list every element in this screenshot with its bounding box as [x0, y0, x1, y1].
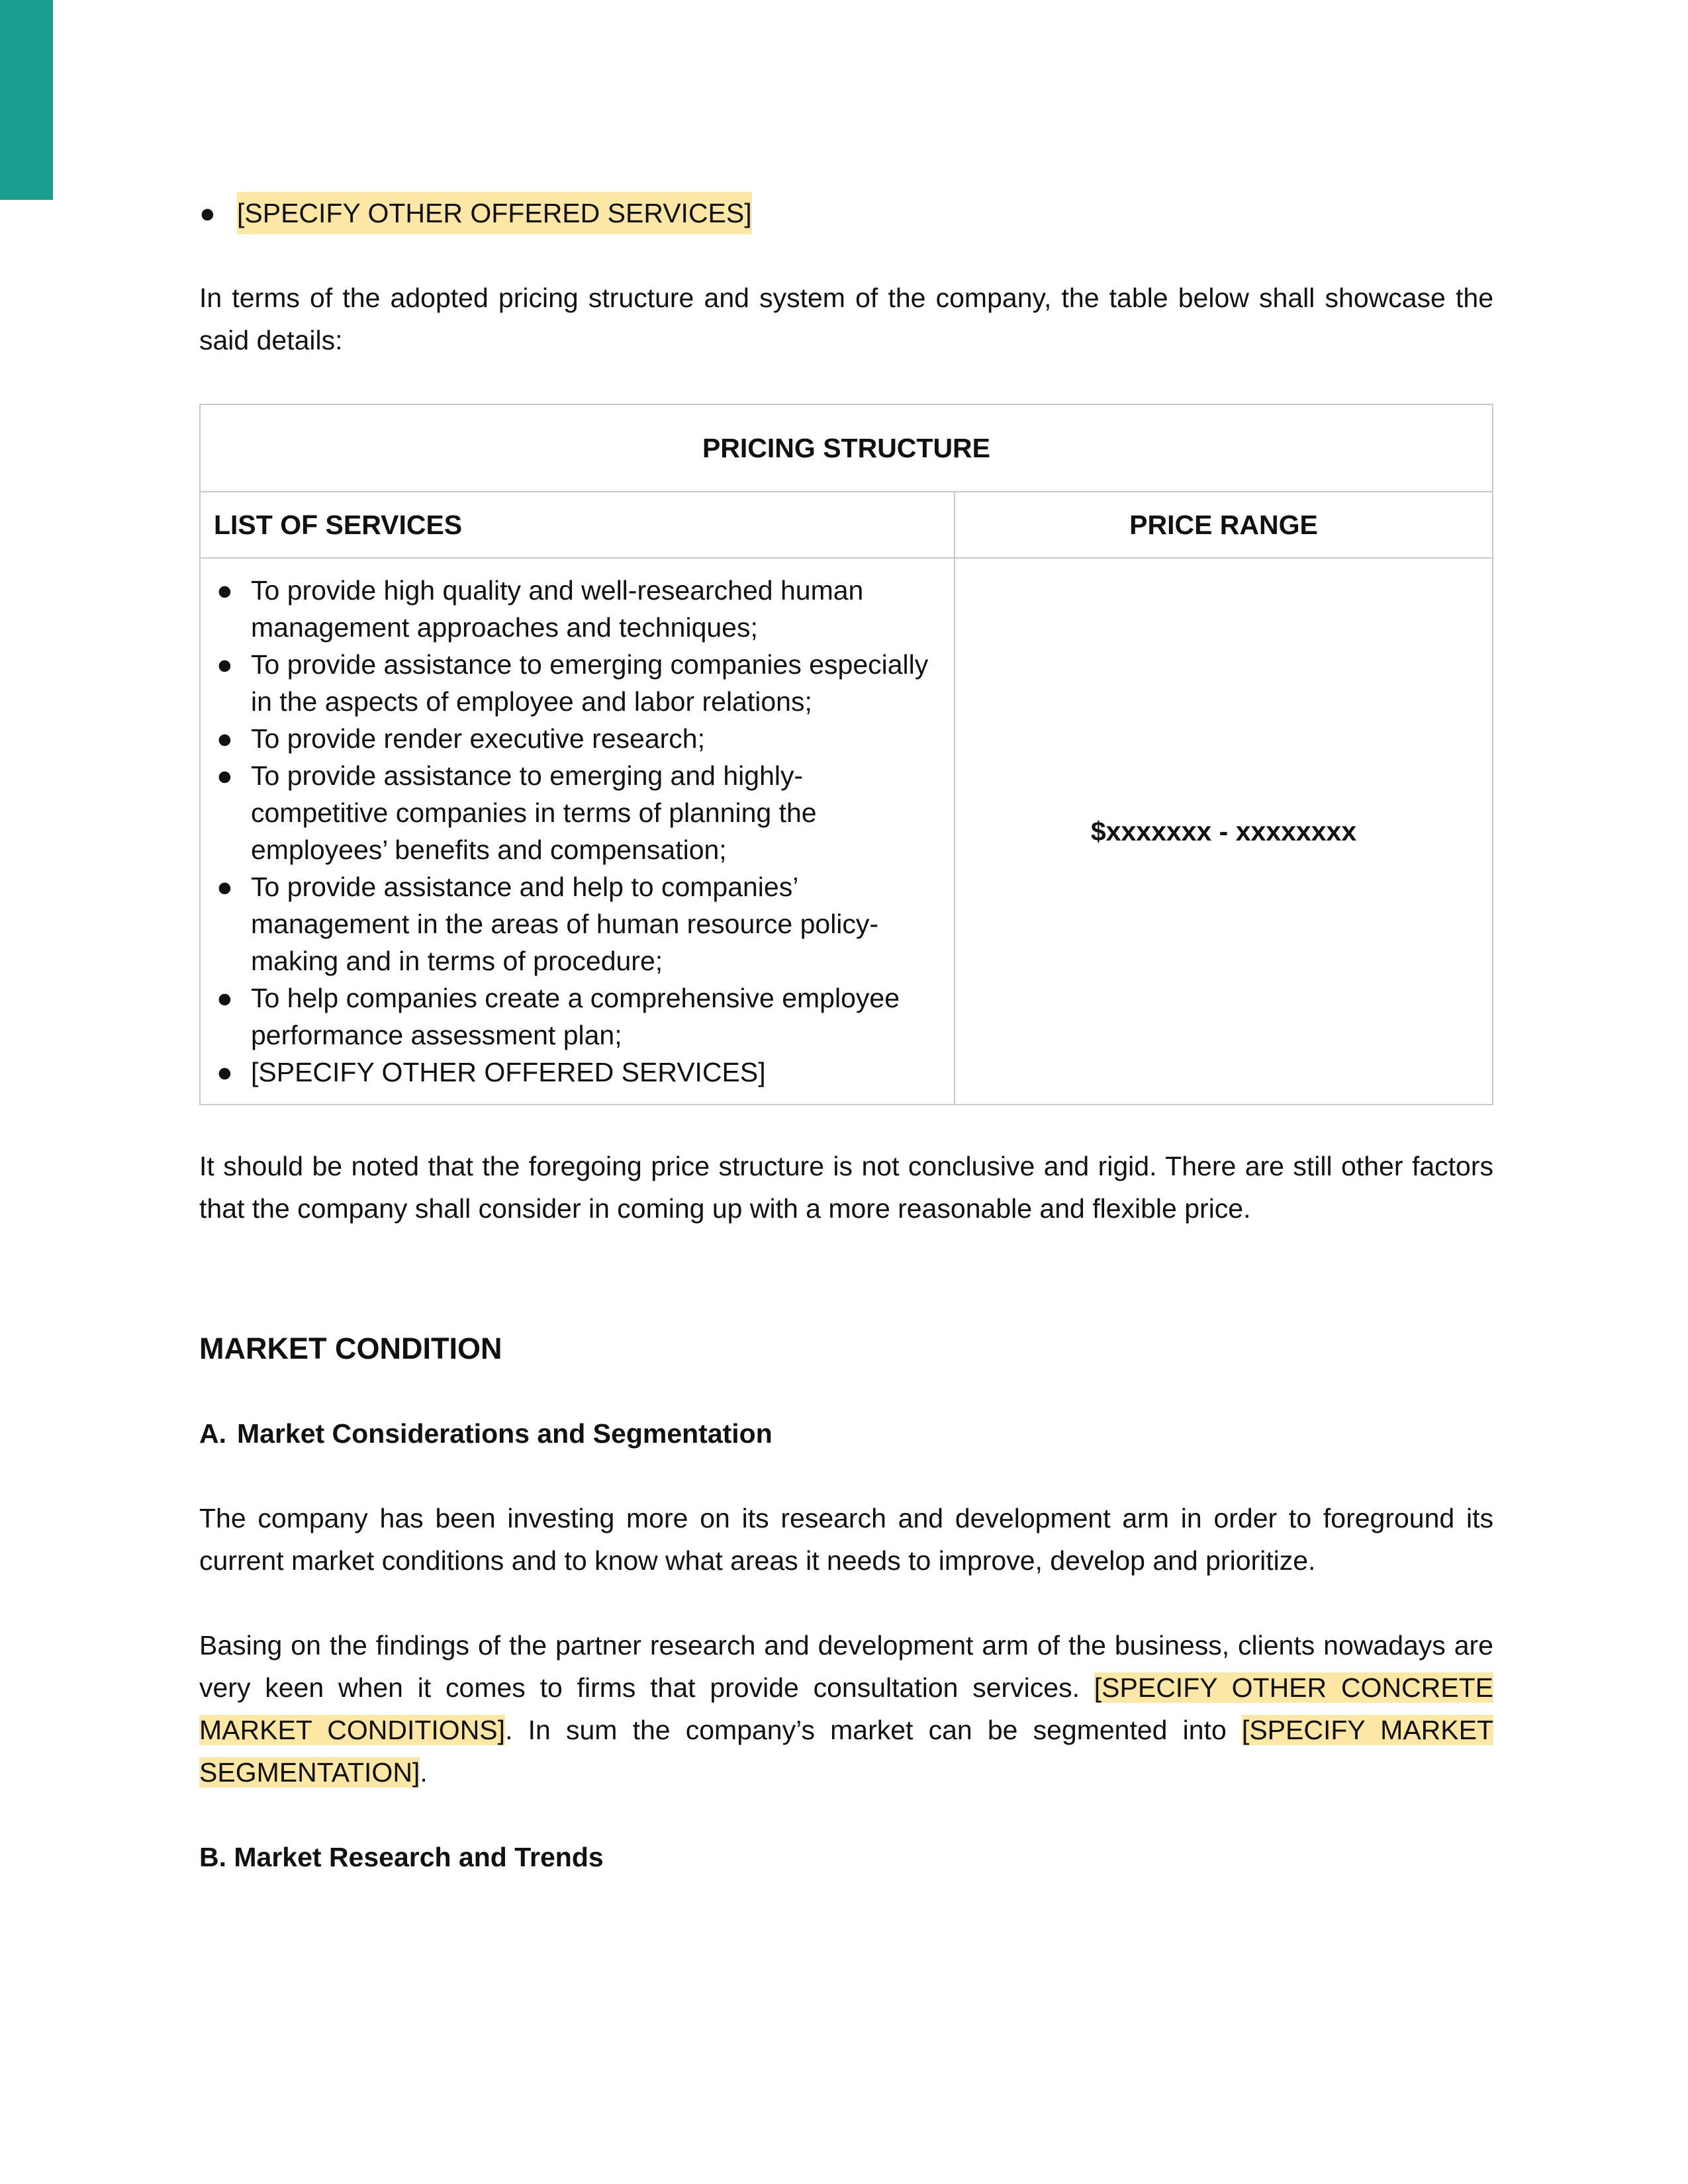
pricing-table: [199, 404, 1493, 1105]
accent-bar: [0, 0, 53, 200]
bullet-icon: ●: [216, 872, 233, 902]
bullet-icon: ●: [216, 649, 233, 680]
section-heading: MARKET CONDITION: [199, 1332, 502, 1365]
subheading-title: Market Considerations and Segmentation: [237, 1418, 773, 1449]
placeholder-highlight: [SPECIFY OTHER OFFERED SERVICES]: [237, 192, 752, 234]
price-range-cell: $xxxxxxx - xxxxxxxx: [955, 558, 1493, 1105]
bullet-icon: ●: [216, 723, 233, 754]
bullet-icon: ●: [216, 983, 233, 1013]
subheading-a: [199, 1412, 1493, 1455]
list-item: ● To provide render executive research;: [214, 720, 935, 757]
list-item: ● To provide assistance and help to companies’ management in the areas of human resource policy-making and in terms of procedure;: [214, 868, 935, 979]
subheading-letter: A.: [199, 1418, 226, 1449]
list-item: ● [SPECIFY OTHER OFFERED SERVICES]: [214, 1054, 935, 1091]
note-paragraph: It should be noted that the foregoing price structure is not conclusive and rigid. There are still other factors that the company shall consider in coming up with a more reasonable and flexible price.: [199, 1151, 1493, 1224]
subheading-b: B. Market Research and Trends: [199, 1842, 604, 1872]
bullet-icon: ●: [216, 1057, 233, 1087]
document-body: [199, 192, 1493, 1878]
services-cell: [200, 558, 955, 1105]
column-header-services: LIST OF SERVICES: [200, 492, 955, 558]
list-item: ● To provide assistance to emerging companies especially in the aspects of employee and labor relations;: [214, 646, 935, 720]
bullet-icon: ●: [199, 198, 216, 228]
column-header-price: PRICE RANGE: [955, 492, 1493, 558]
bullet-item: [199, 192, 1493, 234]
paragraph-rnd: The company has been investing more on its research and development arm in order to foreground its current market conditions and to know what areas it needs to improve, develop and prioritize.: [199, 1503, 1493, 1576]
list-item: ● To provide high quality and well-researched human management approaches and techniques;: [214, 572, 935, 646]
list-item: ● To help companies create a comprehensive employee performance assessment plan;: [214, 979, 935, 1054]
services-list: [214, 572, 935, 1091]
paragraph-findings: Basing on the findings of the partner research and development arm of the business, clients nowadays are very keen when it comes to firms that provide consultation services. [SPECIFY OTHER CONCRETE MARKET CONDITIONS]. In sum the company’s market can be segmented into [SPECIFY MARKET SEGMENTATION].: [199, 1630, 1494, 1788]
list-item: ● To provide assistance to emerging and highly-competitive companies in terms of planning the employees’ benefits and compensation;: [214, 757, 935, 868]
intro-paragraph: In terms of the adopted pricing structure and system of the company, the table below shall showcase the said details:: [199, 283, 1493, 355]
placeholder-highlight: [SPECIFY OTHER CONCRETE MARKET CONDITIONS]: [199, 1672, 1493, 1745]
bullet-icon: ●: [216, 760, 233, 791]
bullet-icon: ●: [216, 575, 233, 606]
table-title: PRICING STRUCTURE: [200, 404, 1493, 492]
placeholder-highlight: [SPECIFY MARKET SEGMENTATION]: [199, 1715, 1494, 1788]
